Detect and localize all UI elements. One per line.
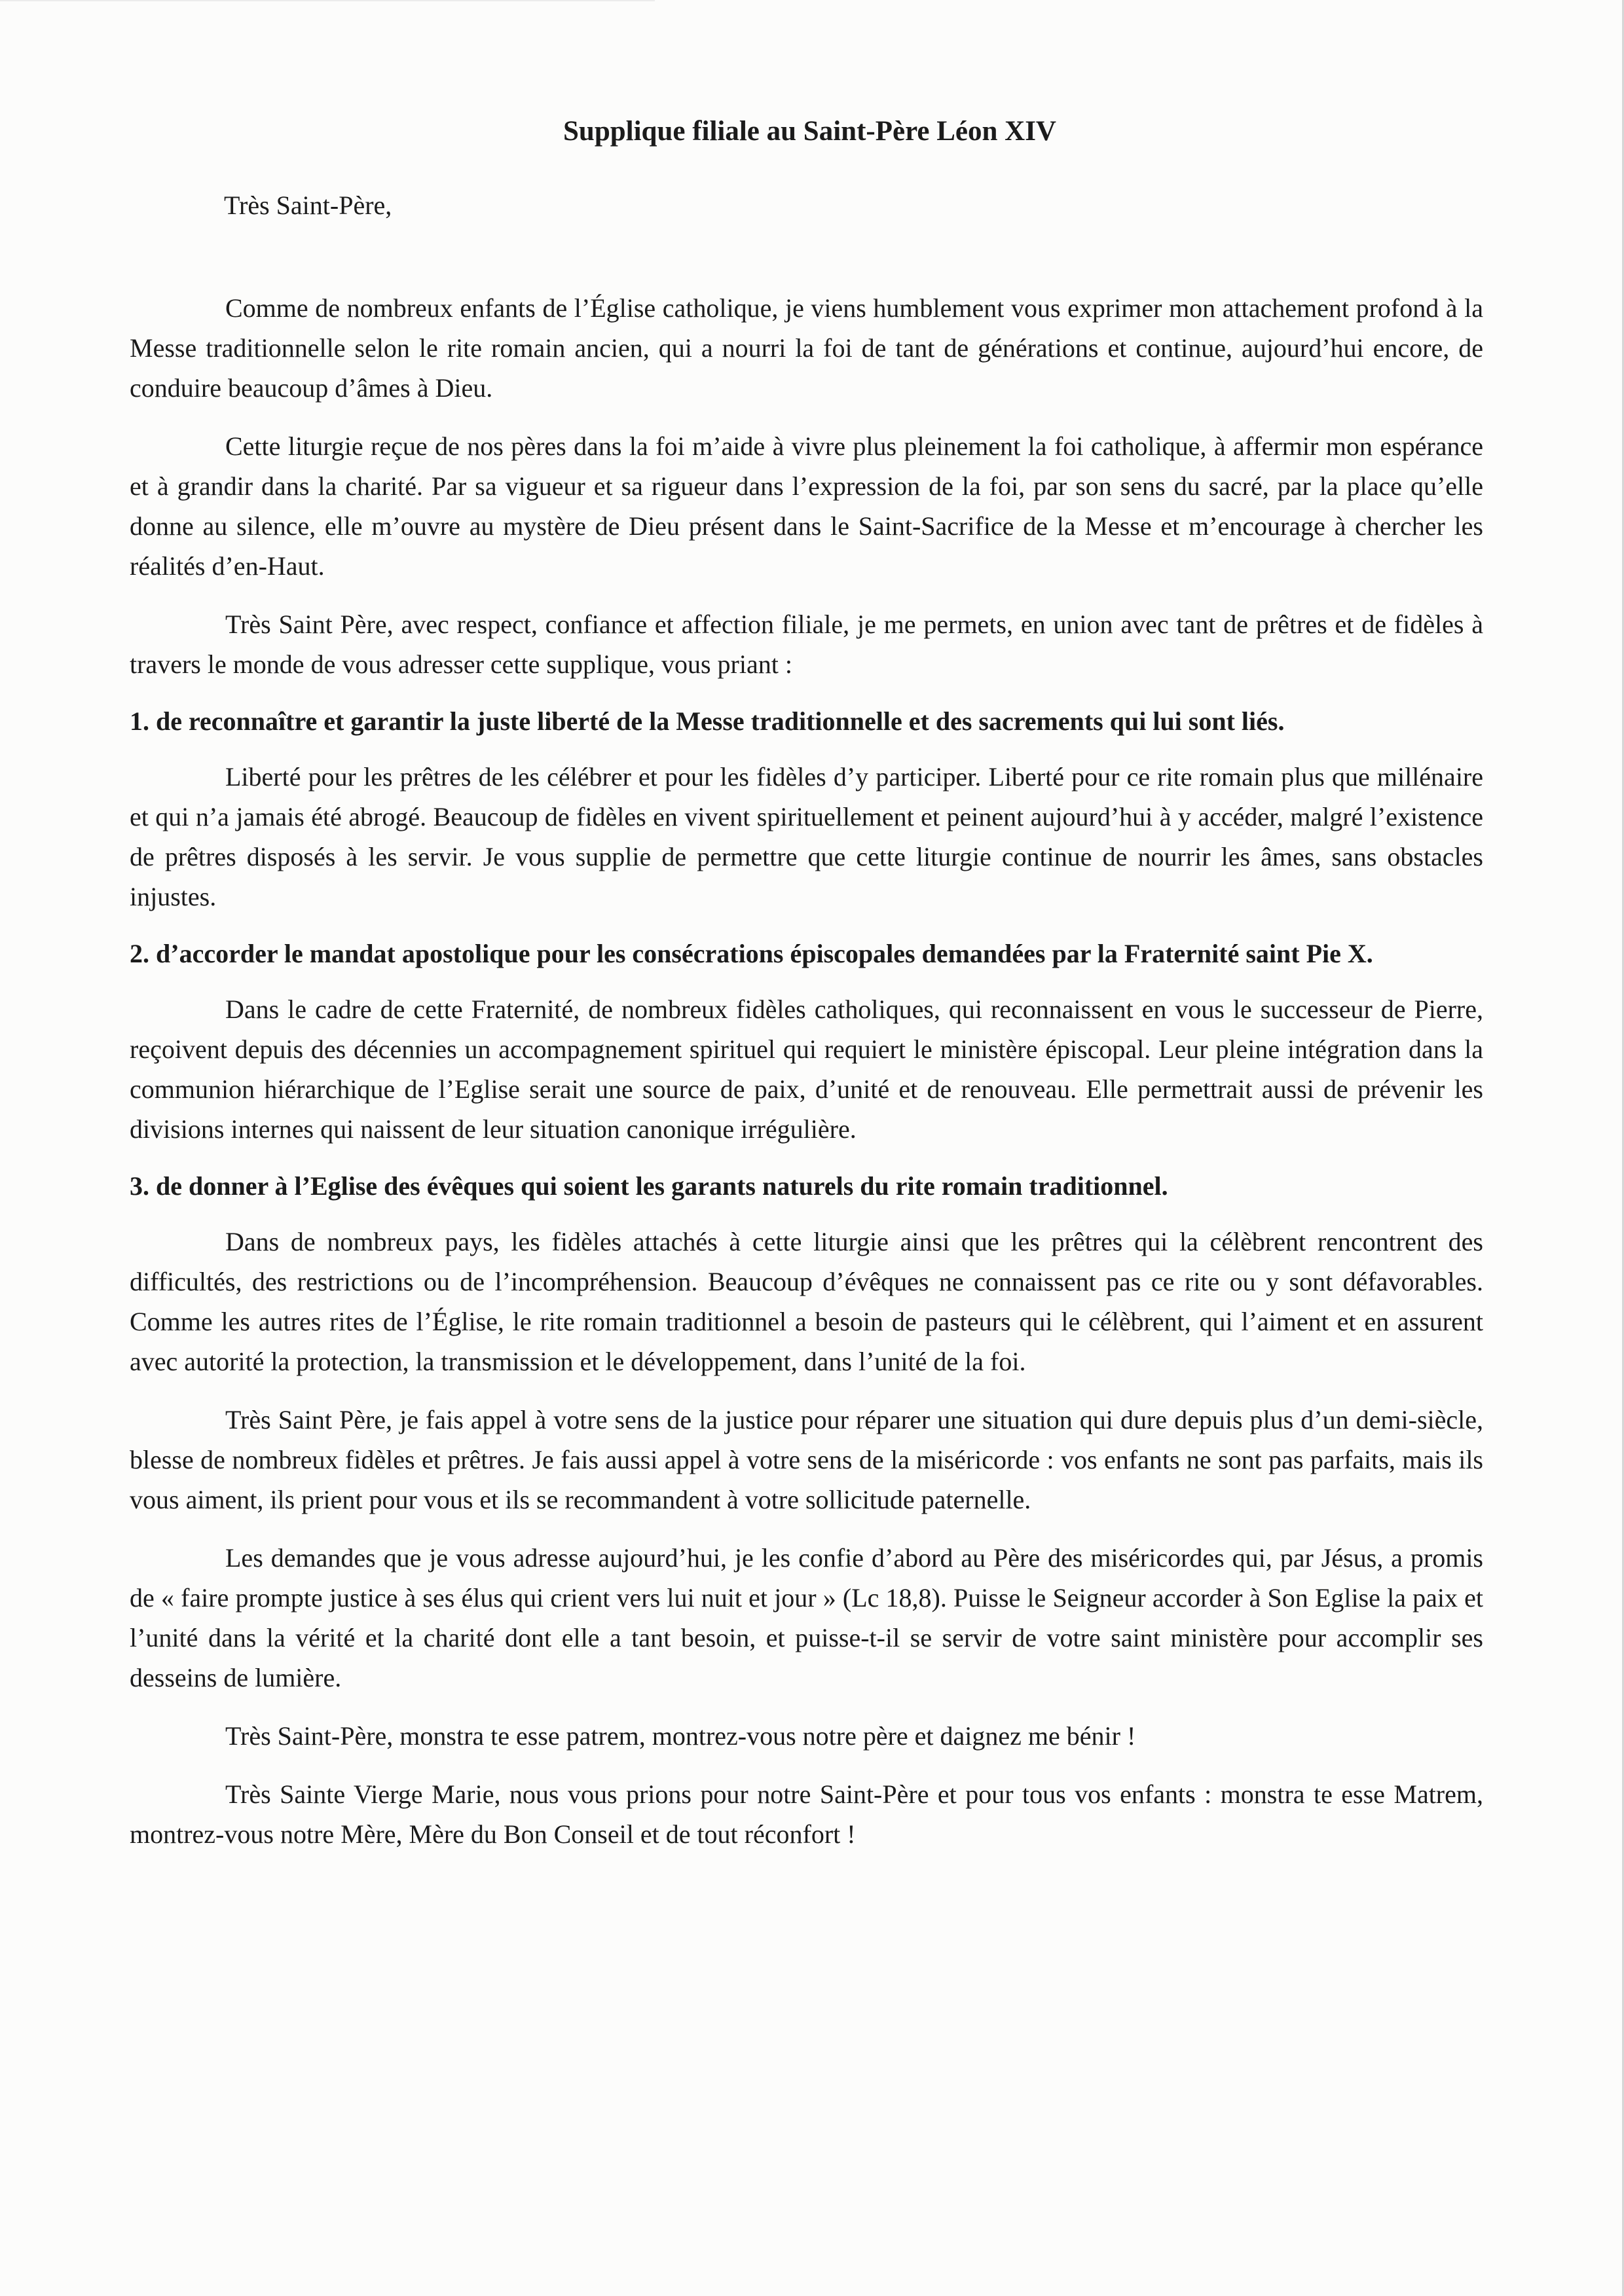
point-heading-2: 2. d’accorder le mandat apostolique pour les consécrations épiscopales demandées par la Fraternité saint Pie X. bbox=[130, 939, 1373, 968]
paragraph-justice: Très Saint Père, je fais appel à votre sens de la justice pour réparer une situation qui dure depuis plus d’un demi-siècle, blesse de nombreux fidèles et prêtres. Je fais aussi appel à votre sens de la miséricorde : vos enfants ne sont pas parfaits, mais ils vous aiment, ils prient pour vous et ils se recommandent à votre sollicitude paternelle. bbox=[130, 1405, 1483, 1514]
paragraph-virgin: Très Sainte Vierge Marie, nous vous prions pour notre Saint-Père et pour tous vos enfants : monstra te esse Matrem, montrez-vous notre Mère, Mère du Bon Conseil et de tout réconfort ! bbox=[130, 1779, 1483, 1849]
paragraph-blessing: Très Saint-Père, monstra te esse patrem, montrez-vous notre père et daignez me bénir ! bbox=[225, 1721, 1136, 1751]
letter-title: Supplique filiale au Saint-Père Léon XIV bbox=[563, 116, 1056, 147]
paragraph-intro: Comme de nombreux enfants de l’Église catholique, je viens humblement vous exprimer mon attachement profond à la Messe traditionnelle selon le rite romain ancien, qui a nourri la foi de tant de générations et continue, aujourd’hui encore, de conduire beaucoup d’âmes à Dieu. bbox=[130, 293, 1483, 403]
point-body-2: Dans le cadre de cette Fraternité, de nombreux fidèles catholiques, qui reconnaissent en vous le successeur de Pierre, reçoivent depuis des décennies un accompagnement spirituel qui requiert le ministère épiscopal. Leur pleine intégration dans la communion hiérarchique de l’Eglise serait une source de paix, d’unité et de renouveau. Elle permettrait aussi de prévenir les divisions internes qui naissent de leur situation canonique irrégulière. bbox=[130, 994, 1483, 1144]
salutation: Très Saint-Père, bbox=[224, 191, 392, 220]
point-heading-1: 1. de reconnaître et garantir la juste liberté de la Messe traditionnelle et des sacrements qui lui sont liés. bbox=[130, 706, 1285, 736]
point-heading-3: 3. de donner à l’Eglise des évêques qui soient les garants naturels du rite romain traditionnel. bbox=[130, 1171, 1168, 1201]
paragraph-liturgy: Cette liturgie reçue de nos pères dans la foi m’aide à vivre plus pleinement la foi catholique, à affermir mon espérance et à grandir dans la charité. Par sa vigueur et sa rigueur dans l’expression de la foi, par son sens du sacré, par la place qu’elle donne au silence, elle m’ouvre au mystère de Dieu présent dans le Saint-Sacrifice de la Messe et m’encourage à chercher les réalités d’en-Haut. bbox=[130, 431, 1483, 581]
point-body-1: Liberté pour les prêtres de les célébrer et pour les fidèles d’y participer. Liberté pour ce rite romain plus que millénaire et qui n’a jamais été abrogé. Beaucoup de fidèles en vivent spirituellement et peinent aujourd’hui à y accéder, malgré l’existence de prêtres disposés à les servir. Je vous supplie de permettre que cette liturgie continue de nourrir les âmes, sans obstacles injustes. bbox=[130, 762, 1483, 911]
point-body-3: Dans de nombreux pays, les fidèles attachés à cette liturgie ainsi que les prêtres qui la célèbrent rencontrent des difficultés, des restrictions ou de l’incompréhension. Beaucoup d’évêques ne connaissent pas ce rite ou y sont défavorables. Comme les autres rites de l’Église, le rite romain traditionnel a besoin de pasteurs qui le célèbrent, qui l’aiment et en assurent avec autorité la protection, la transmission et le développement, dans l’unité de la foi. bbox=[130, 1227, 1483, 1376]
scan-edge-top bbox=[0, 0, 655, 1]
paragraph-request: Très Saint Père, avec respect, confiance et affection filiale, je me permets, en union avec tant de prêtres et de fidèles à travers le monde de vous adresser cette supplique, vous priant : bbox=[130, 610, 1483, 679]
paragraph-demands: Les demandes que je vous adresse aujourd’hui, je les confie d’abord au Père des miséricordes qui, par Jésus, a promis de « faire prompte justice à ses élus qui crient vers lui nuit et jour » (Lc 18,8). Puisse le Seigneur accorder à Son Eglise la paix et l’unité dans la vérité et la charité dont elle a tant besoin, et puisse-t-il se servir de votre saint ministère pour accomplir ses desseins de lumière. bbox=[130, 1543, 1483, 1692]
